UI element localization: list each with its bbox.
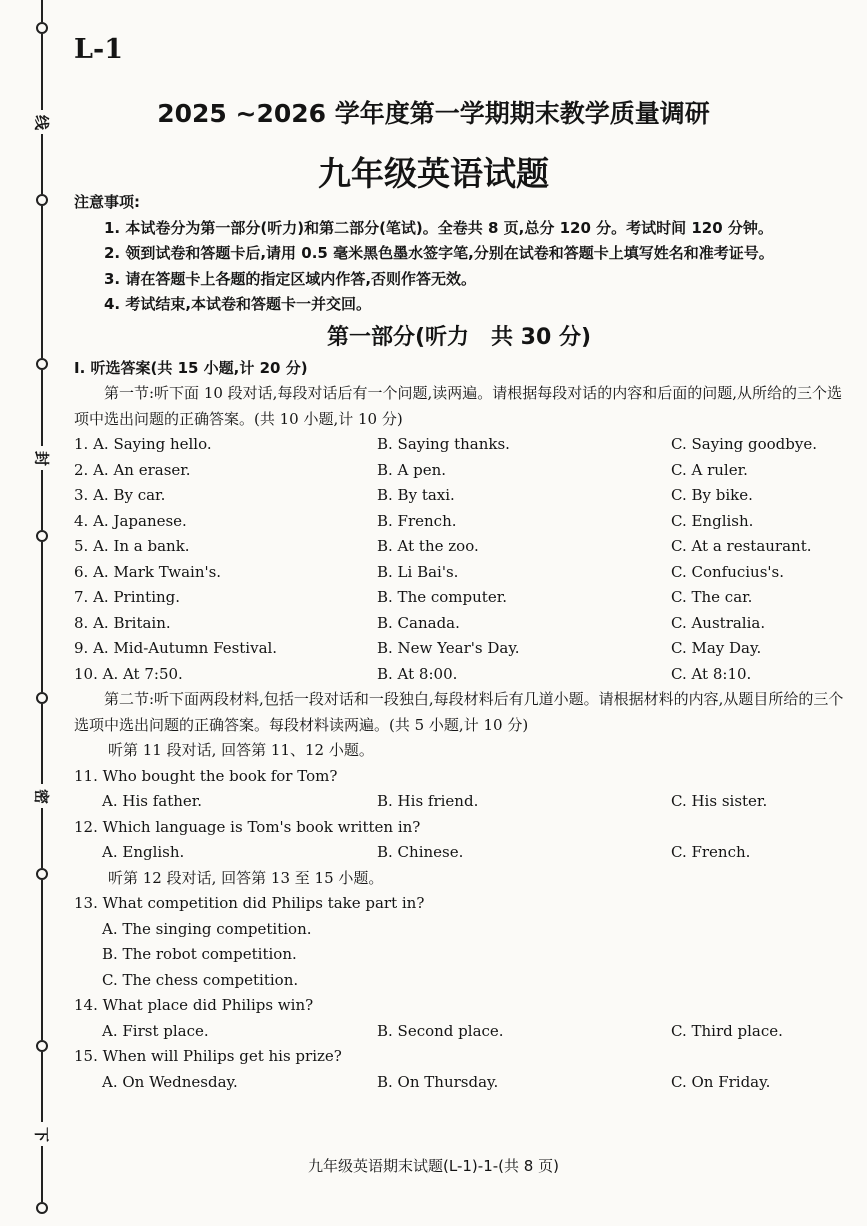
notice-item: 1. 本试卷分为第一部分(听力)和第二部分(笔试)。全卷共 8 页,总分 120 分。考试时间 120 分钟。 — [104, 218, 773, 237]
option-a: A. English. — [102, 843, 185, 861]
binding-line — [41, 1052, 43, 1122]
option-b: B. At the zoo. — [377, 537, 479, 555]
option-b: B. A pen. — [377, 460, 447, 479]
option-a: 1. A. Saying hello. — [74, 435, 212, 453]
option-a: 2. A. An eraser. — [74, 460, 191, 479]
option-a: A. The singing competition. — [102, 919, 312, 938]
option-c: C. Third place. — [671, 1021, 783, 1040]
option-c: C. The chess competition. — [102, 970, 299, 989]
binding-line — [41, 542, 43, 692]
option-b: B. At 8:00. — [377, 664, 458, 683]
question-options — [74, 1070, 844, 1096]
option-b: B. Li Bai's. — [377, 562, 459, 581]
question-row — [74, 432, 844, 458]
binding-ring — [36, 692, 48, 704]
question-stem: 13. What competition did Philips take part in? — [74, 894, 425, 912]
listen-note: 听第 11 段对话, 回答第 11、12 小题。 — [108, 741, 374, 759]
option-c: C. Australia. — [671, 613, 766, 632]
notice-item: 2. 领到试卷和答题卡后,请用 0.5 毫米黑色墨水签字笔,分别在试卷和答题卡上填写姓名和准考证号。 — [104, 244, 774, 262]
binding-line — [41, 206, 43, 358]
binding-char-feng: 封 — [32, 447, 53, 471]
part1-title: 第一部分(听力 共 30 分) — [326, 324, 592, 350]
option-c: C. May Day. — [671, 639, 762, 657]
option-c: C. Confucius's. — [671, 562, 785, 581]
option-b: B. French. — [377, 511, 457, 530]
binding-ring — [36, 1040, 48, 1052]
question-row — [74, 662, 844, 688]
option-c: C. French. — [671, 843, 751, 861]
option-b: B. Second place. — [377, 1021, 504, 1040]
binding-char-xia: 下 — [32, 1123, 53, 1147]
page-footer: 九年级英语期末试题(L-1)-1-(共 8 页) — [308, 1157, 559, 1175]
binding-line — [41, 808, 43, 868]
paper-code: L-1 — [74, 34, 123, 65]
binding-line — [41, 704, 43, 784]
question-stem: 11. Who bought the book for Tom? — [74, 766, 338, 785]
notice-item: 3. 请在答题卡上各题的指定区域内作答,否则作答无效。 — [104, 269, 477, 288]
section1-instructions: 第一节:听下面 10 段对话,每段对话后有一个问题,读两遍。请根据每段对话的内容和后面的问题,从所给的三个选项中选出问题的正确答案。(共 10 小题,计 10 分) — [74, 384, 842, 428]
option-c: C. At 8:10. — [671, 664, 752, 683]
option-a: 10. A. At 7:50. — [74, 664, 183, 683]
question-row — [74, 483, 844, 509]
option-b: B. His friend. — [377, 792, 479, 810]
option-c: C. At a restaurant. — [671, 537, 812, 555]
option-c: C. A ruler. — [671, 460, 748, 479]
binding-ring — [36, 194, 48, 206]
option-b: B. Canada. — [377, 613, 460, 632]
question-stem: 15. When will Philips get his prize? — [74, 1047, 342, 1065]
question-row — [74, 509, 844, 535]
binding-line — [41, 0, 43, 22]
option-b: B. By taxi. — [377, 486, 455, 504]
option-a: A. First place. — [102, 1021, 209, 1040]
binding-ring — [36, 22, 48, 34]
binding-line — [41, 880, 43, 1040]
section2-instructions: 第二节:听下面两段材料,包括一段对话和一段独白,每段材料后有几道小题。请根据材料的内容,从题目所给的三个选项中选出问题的正确答案。每段材料读两遍。(共 5 小题,计 10 分) — [74, 690, 844, 734]
question-options — [74, 789, 844, 815]
exam-content — [74, 190, 844, 1095]
option-c: C. English. — [671, 511, 754, 530]
notice-title: 注意事项: — [74, 193, 140, 211]
notice-item: 4. 考试结束,本试卷和答题卡一并交回。 — [104, 295, 372, 313]
option-a: 8. A. Britain. — [74, 613, 171, 632]
option-b: B. The robot competition. — [102, 945, 297, 963]
option-a: A. His father. — [102, 792, 203, 810]
option-a: 9. A. Mid-Autumn Festival. — [74, 639, 278, 657]
question-row — [74, 636, 844, 662]
option-b: B. On Thursday. — [377, 1072, 499, 1091]
listen-note: 听第 12 段对话, 回答第 13 至 15 小题。 — [108, 868, 384, 887]
binding-ring — [36, 1202, 48, 1214]
section1-question-list — [74, 432, 844, 687]
option-a: 7. A. Printing. — [74, 588, 181, 606]
option-a: 5. A. In a bank. — [74, 537, 190, 555]
question-stem: 14. What place did Philips win? — [74, 996, 314, 1014]
binding-line — [41, 370, 43, 446]
option-b: B. New Year's Day. — [377, 639, 520, 657]
option-a: 6. A. Mark Twain's. — [74, 562, 222, 581]
option-c: C. The car. — [671, 588, 753, 606]
question-row — [74, 560, 844, 586]
section-heading: Ⅰ. 听选答案(共 15 小题,计 20 分) — [74, 358, 308, 377]
binding-ring — [36, 530, 48, 542]
option-c: C. By bike. — [671, 486, 753, 504]
question-row — [74, 534, 844, 560]
option-c: C. His sister. — [671, 792, 768, 810]
option-a: A. On Wednesday. — [102, 1072, 238, 1091]
exam-title: 2025 ~2026 学年度第一学期期末教学质量调研 — [157, 99, 710, 128]
exam-subtitle: 九年级英语试题 — [318, 154, 549, 193]
question-row — [74, 585, 844, 611]
binding-char-mi: 密 — [32, 785, 53, 809]
binding-ring — [36, 868, 48, 880]
question-row — [74, 611, 844, 637]
question-row — [74, 458, 844, 484]
question-options — [74, 1019, 844, 1045]
binding-char-xian: 线 — [32, 111, 53, 135]
binding-ring — [36, 358, 48, 370]
binding-line — [41, 470, 43, 530]
option-a: 3. A. By car. — [74, 486, 166, 504]
option-a: 4. A. Japanese. — [74, 511, 187, 530]
option-c: C. Saying goodbye. — [671, 435, 817, 453]
option-b: B. The computer. — [377, 588, 507, 606]
question-stem: 12. Which language is Tom's book written in? — [74, 817, 421, 836]
option-c: C. On Friday. — [671, 1072, 771, 1091]
option-b: B. Saying thanks. — [377, 435, 510, 453]
question-options — [74, 840, 844, 866]
option-b: B. Chinese. — [377, 843, 464, 861]
